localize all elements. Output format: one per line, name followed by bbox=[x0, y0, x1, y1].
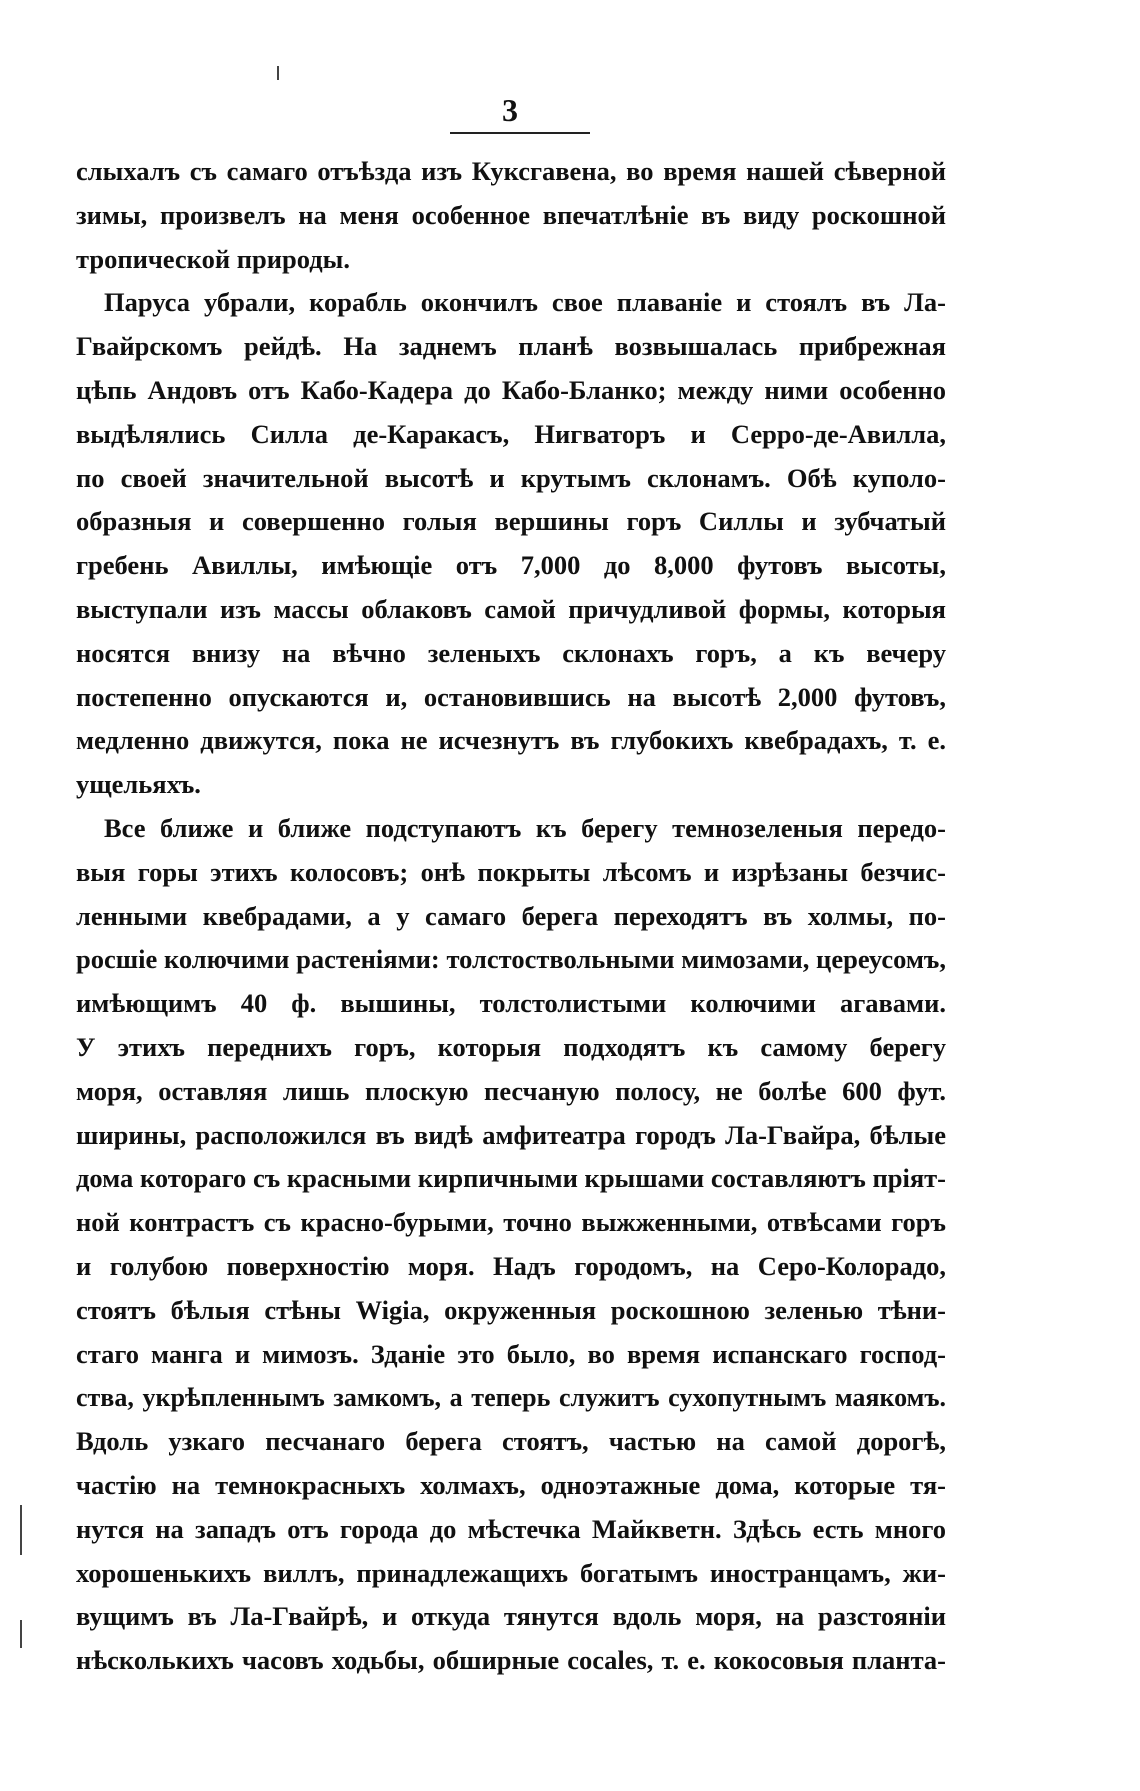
margin-mark bbox=[20, 1620, 22, 1648]
text-line: У этихъ переднихъ горъ, которыя подходятъ къ самому берегу bbox=[76, 1031, 946, 1062]
text-line: выдѣлялись Силла де-Каракасъ, Нигваторъ и Серро-де-Авилла, bbox=[76, 418, 946, 449]
page-number: 3 bbox=[502, 92, 518, 128]
text-line: дома котораго съ красными кирпичными крышами составляютъ пріят- bbox=[76, 1163, 946, 1194]
text-line: росшіе колючими растеніями: толстоствольными мимозами, цереусомъ, bbox=[76, 944, 946, 975]
text-line: нутся на западъ отъ города до мѣстечка Майкветн. Здѣсь есть много bbox=[76, 1513, 946, 1544]
text-line: Вдоль узкаго песчанаго берега стоятъ, частью на самой дорогѣ, bbox=[76, 1426, 946, 1457]
text-line: образныя и совершенно голыя вершины горъ Силлы и зубчатый bbox=[76, 506, 946, 537]
text-line: цѣпь Андовъ отъ Кабо-Кадера до Кабо-Бланко; между ними особенно bbox=[76, 374, 946, 405]
text-line: стоятъ бѣлыя стѣны Wigia, окруженныя роскошною зеленью тѣни- bbox=[76, 1294, 946, 1325]
margin-mark bbox=[20, 1505, 22, 1555]
text-line: и голубою поверхностію моря. Надъ городомъ, на Серо-Колорадо, bbox=[76, 1250, 946, 1281]
text-line: частію на темнокрасныхъ холмахъ, одноэтажные дома, которые тя- bbox=[76, 1469, 946, 1500]
text-line: ширины, расположился въ видѣ амфитеатра городъ Ла-Гвайра, бѣлые bbox=[76, 1119, 946, 1150]
text-line: гребень Авиллы, имѣющіе отъ 7,000 до 8,000 футовъ высоты, bbox=[76, 550, 946, 581]
text-line: Паруса убрали, корабль окончилъ свое плаваніе и стоялъ въ Ла- bbox=[104, 287, 946, 318]
text-line: носятся внизу на вѣчно зеленыхъ склонахъ горъ, а къ вечеру bbox=[76, 637, 946, 668]
text-line: по своей значительной высотѣ и крутымъ склонамъ. Обѣ куполо- bbox=[76, 462, 946, 493]
text-line: Гвайрскомъ рейдѣ. На заднемъ планѣ возвышалась прибрежная bbox=[76, 331, 946, 362]
margin-mark bbox=[277, 66, 279, 80]
text-line: вущимъ въ Ла-Гвайрѣ, и откуда тянутся вдоль моря, на разстояніи bbox=[76, 1601, 946, 1632]
text-line: постепенно опускаются и, остановившись на высотѣ 2,000 футовъ, bbox=[76, 681, 946, 712]
text-line: нѣсколькихъ часовъ ходьбы, обширные cocales, т. е. кокосовыя планта- bbox=[76, 1645, 946, 1676]
text-line: ленными квебрадами, а у самаго берега переходятъ въ холмы, по- bbox=[76, 900, 946, 931]
text-line: ства, укрѣпленнымъ замкомъ, а теперь служитъ сухопутнымъ маякомъ. bbox=[76, 1383, 946, 1413]
text-line: моря, оставляя лишь плоскую песчаную полосу, не болѣе 600 фут. bbox=[76, 1075, 946, 1106]
text-line: медленно движутся, пока не исчезнутъ въ глубокихъ квебрадахъ, т. е. bbox=[76, 725, 946, 756]
text-line: выя горы этихъ колосовъ; онѣ покрыты лѣсомъ и изрѣзаны безчис- bbox=[76, 856, 946, 887]
text-line: слыхалъ съ самаго отъѣзда изъ Куксгавена, во время нашей сѣверной bbox=[76, 156, 946, 186]
text-line: хорошенькихъ виллъ, принадлежащихъ богатымъ иностранцамъ, жи- bbox=[76, 1557, 946, 1588]
text-line: ущельяхъ. bbox=[76, 769, 201, 800]
header-rule bbox=[450, 132, 590, 134]
text-line: Все ближе и ближе подступаютъ къ берегу темнозеленыя передо- bbox=[104, 812, 946, 843]
text-line: тропической природы. bbox=[76, 243, 350, 274]
text-line: имѣющимъ 40 ф. вышины, толстолистыми колючими агавами. bbox=[76, 988, 946, 1019]
text-line: ной контрастъ съ красно-бурыми, точно выжженными, отвѣсами горъ bbox=[76, 1207, 946, 1238]
body-text bbox=[76, 150, 946, 1683]
text-line: выступали изъ массы облаковъ самой причудливой формы, которыя bbox=[76, 593, 946, 624]
text-line: стаго манга и мимозъ. Зданіе это было, во время испанскаго господ- bbox=[76, 1338, 946, 1369]
text-line: зимы, произвелъ на меня особенное впечатлѣніе въ виду роскошной bbox=[76, 199, 946, 230]
